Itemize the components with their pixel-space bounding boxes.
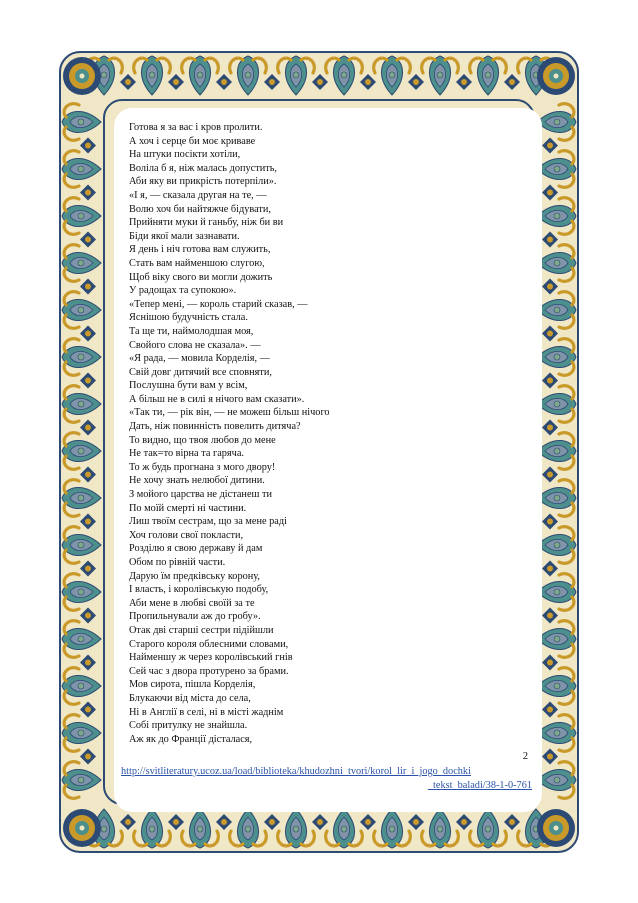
source-link[interactable] [121, 765, 532, 792]
poem-line: «І я, — сказала другая на те, — [129, 189, 267, 201]
poem-line: Аж як до Франції дісталася, [129, 733, 253, 745]
corner-ornament [63, 809, 101, 847]
poem-line: Воліла б я, ніж малась допустить, [129, 162, 277, 174]
poem-line: І власть, і королівськую подобу, [129, 584, 269, 596]
poem-line: На штуки посікти хотіли, [129, 149, 241, 161]
poem-line: Яснішою будучність стала. [129, 312, 248, 324]
poem-line: Стать вам найменшою слугою, [129, 257, 265, 269]
poem-line: Сей час з двора протурено за брами. [129, 665, 289, 677]
source-link-line-2: _tekst_baladi/38-1-0-761 [427, 779, 532, 791]
poem-line: Обом по рівній части. [129, 557, 226, 568]
poem-line: Пропильнували аж до гробу». [129, 611, 261, 623]
poem-line: «Так ти, — рік він, — не можеш більш нічого [129, 407, 330, 419]
corner-ornament [537, 57, 575, 95]
poem-line: Ні в Англії в селі, ні в місті жаднім [129, 706, 284, 718]
poem-line: Собі притулку не знайшла. [129, 720, 248, 732]
page-number: 2 [522, 751, 528, 762]
poem-line: Розділю я свою державу й дам [129, 543, 263, 555]
poem-line: «Тепер мені, — король старий сказав, — [129, 298, 308, 310]
poem-line: Дарую їм предківську корону, [129, 570, 260, 582]
poem-line: З мойого царства не дістанеш ти [129, 489, 273, 501]
poem-line: Свій довг дитячий все сповняти, [129, 366, 272, 378]
poem-line: Свойого слова не сказала». — [129, 339, 261, 351]
poem-line: Наймeншу ж через королівський гнів [129, 652, 293, 664]
poem-line: То видно, що твоя любов до мене [129, 434, 276, 446]
poem-line: А більш не в силі я нічого вам сказати». [129, 393, 305, 405]
poem-line: Волю хоч би найтяжче бідувати, [129, 203, 271, 215]
poem-line: Блукаючи від міста до села, [129, 692, 251, 704]
poem-line: Та ще ти, наймолодшая моя, [129, 325, 254, 337]
poem-line: Я день і ніч готова вам служить, [129, 244, 271, 256]
poem-line: То ж будь прогнана з мого двору! [129, 461, 276, 473]
poem-text [129, 121, 330, 746]
poem-line: По моїй смерті ні частини. [129, 502, 247, 514]
poem-line: Старого короля облесними словами, [129, 638, 289, 650]
poem-line: Лиш твоїм сестрам, що за мене раді [129, 516, 287, 528]
poem-line: Не хочу знать нелюбої дитини. [129, 475, 265, 487]
poem-line: Отак дві старші сестри підійшли [129, 624, 274, 636]
source-link-line-1: http://svitliteratury.ucoz.ua/load/biblioteka/khudozhni_tvori/korol_lir_i_jogo_dochki [121, 766, 471, 777]
poem-line: Прийняти муки й ганьбу, ніж би ви [129, 217, 284, 229]
poem-line: Біди якої мали зазнавати. [129, 230, 240, 242]
poem-line: Дать, ніж повинність повелить дитяча? [129, 421, 301, 433]
corner-ornament [63, 57, 101, 95]
poem-line: Хоч голови свої покласти, [129, 529, 244, 541]
poem-line: Готова я за вас і кров пролити. [129, 122, 263, 133]
poem-line: Аби мене в любві своїй за те [129, 597, 255, 609]
poem-line: Не так=то вірна та гаряча. [129, 448, 244, 460]
poem-line: У радощах та супокою». [129, 285, 237, 297]
poem-line: Послушна бути вам у всім, [129, 380, 248, 392]
poem-line: Аби яку ви прикрість потерпіли». [129, 176, 277, 188]
corner-ornament [537, 809, 575, 847]
poem-line: А хоч і серце би моє криваве [129, 135, 256, 147]
poem-line: Щоб віку свого ви могли дожить [129, 271, 273, 283]
poem-line: Мов сирота, пішла Корделія, [129, 679, 256, 691]
poem-line: «Я рада, — мовила Корделія, — [129, 353, 270, 365]
